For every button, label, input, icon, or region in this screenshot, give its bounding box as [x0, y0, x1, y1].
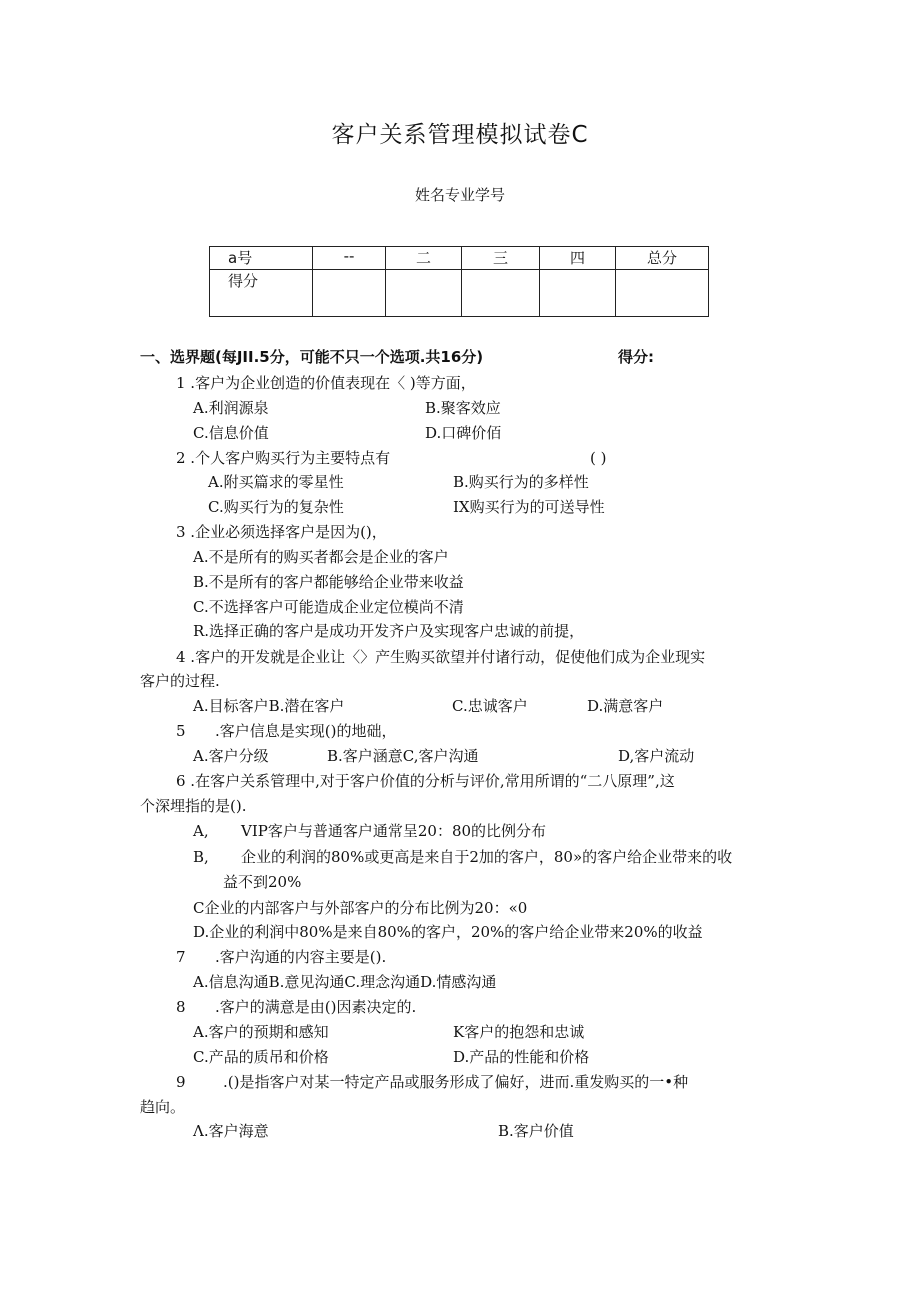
question-6-option-a-text[interactable]: VIP客户与普通客户通常呈20：80的比例分布	[241, 822, 547, 840]
question-7-stem: .客户沟通的内容主要是().	[215, 948, 387, 966]
section-1-heading: 一、选界题(每JII.5分，可能不只一个选项.共16分)	[140, 348, 484, 366]
student-info-line: 姓名专业学号	[414, 186, 505, 204]
question-5-option-d[interactable]: D,客户流动	[618, 747, 695, 765]
score-input-total[interactable]	[616, 270, 709, 317]
question-6-option-b-letter[interactable]: B,	[193, 848, 209, 866]
question-3-option-a[interactable]: A.不是所有的购买者都会是企业的客户	[193, 548, 449, 566]
score-table	[209, 246, 709, 317]
question-8-option-b[interactable]: K客户的抱怨和忠诚	[453, 1023, 585, 1041]
question-4-option-c[interactable]: C.忠诚客户	[452, 697, 528, 715]
question-5-stem: .客户信息是实现()的地础，	[215, 722, 397, 740]
question-3-option-d[interactable]: R.选择正确的客户是成功开发齐户及实现客户忠诚的前提，	[193, 622, 585, 640]
question-9-stem: .()是指客户对某一特定产品或服务形成了偏好，进而.重发购买的一•种	[223, 1073, 689, 1091]
question-1-option-c[interactable]: C.信息价值	[193, 424, 269, 442]
table-cell-part-2: 二	[386, 247, 462, 270]
question-6-option-b-text[interactable]: 企业的利润的80%或更高是来自于2加的客户，80»的客户给企业带来的收	[241, 848, 733, 866]
table-cell-score-label: 得分	[210, 270, 313, 317]
question-1-option-a[interactable]: A.利润源泉	[193, 399, 269, 417]
question-3-option-b[interactable]: B.不是所有的客户都能够给企业带来收益	[193, 573, 464, 591]
question-2-option-d[interactable]: IX购买行为的可送导性	[453, 498, 605, 516]
question-8-stem: .客户的满意是由()因素决定的.	[215, 998, 417, 1016]
section-1-score-label: 得分:	[618, 348, 654, 366]
question-9-option-a[interactable]: Λ.客户海意	[193, 1122, 269, 1140]
question-1-stem: 1 .客户为企业创造的价值表现在〈 )等方面，	[176, 374, 476, 392]
question-6-option-c[interactable]: C企业的内部客户与外部客户的分布比例为20：«0	[193, 899, 528, 917]
question-4-option-d[interactable]: D.满意客户	[587, 697, 664, 715]
question-2-stem: 2 .个人客户购买行为主要特点有	[176, 449, 391, 467]
table-cell-total: 总分	[616, 247, 709, 270]
table-cell-part-4: 四	[540, 247, 616, 270]
question-6-option-d[interactable]: D.企业的利润中80%是来自80%的客户，20%的客户给企业带来20%的收益	[193, 923, 703, 941]
question-9-number: 9	[176, 1073, 186, 1091]
question-6-stem-continued: 个深埋指的是().	[140, 797, 247, 815]
exam-title: 客户关系管理模拟试卷C	[331, 122, 589, 148]
question-6-stem: 6 .在客户关系管理中,对于客户价值的分析与评价,常用所谓的“二八原理”,这	[176, 772, 675, 790]
score-input-part-4[interactable]	[540, 270, 616, 317]
question-8-option-d[interactable]: D.产品的性能和价格	[453, 1048, 590, 1066]
score-table-header-row	[210, 247, 709, 270]
question-6-option-a-letter[interactable]: A,	[193, 822, 209, 840]
score-input-part-2[interactable]	[386, 270, 462, 317]
question-4-stem: 4 .客户的开发就是企业让〈〉产生购买欲望并付诸行动，促使他们成为企业现实	[176, 648, 706, 666]
table-cell-part-1: --	[313, 247, 386, 270]
question-8-option-c[interactable]: C.产品的质吊和价格	[193, 1048, 329, 1066]
question-8-number: 8	[176, 998, 186, 1016]
question-2-option-c[interactable]: C.购买行为的复杂性	[208, 498, 344, 516]
score-input-part-3[interactable]	[462, 270, 540, 317]
score-table-score-row	[210, 270, 709, 317]
question-3-stem: 3 .企业必须选择客户是因为()，	[176, 523, 387, 541]
question-7-options[interactable]: A.信息沟通B.意见沟通C.理念沟通D.情感沟通	[193, 973, 497, 991]
question-4-options-a-b[interactable]: A.目标客户B.潜在客户	[193, 697, 345, 715]
question-2-option-b[interactable]: B.购买行为的多样性	[453, 473, 589, 491]
score-input-part-1[interactable]	[313, 270, 386, 317]
question-2-answer-blank: ( )	[590, 449, 607, 467]
question-5-number: 5	[176, 722, 186, 740]
question-9-stem-continued: 趋向。	[140, 1098, 186, 1116]
question-5-options-b-c[interactable]: B.客户涵意C,客户沟通	[327, 747, 479, 765]
question-2-option-a[interactable]: A.附买篇求的零星性	[208, 473, 344, 491]
table-cell-question-number: a号	[210, 247, 313, 270]
question-6-option-b-text-continued: 益不到20%	[223, 873, 302, 891]
question-4-stem-continued: 客户的过程.	[140, 672, 220, 690]
question-7-number: 7	[176, 948, 186, 966]
question-9-option-b[interactable]: B.客户价值	[498, 1122, 574, 1140]
question-1-option-d[interactable]: D.口碑价佰	[425, 424, 502, 442]
question-3-option-c[interactable]: C.不选择客户可能造成企业定位模尚不清	[193, 598, 464, 616]
question-5-option-a[interactable]: A.客户分级	[193, 747, 269, 765]
table-cell-part-3: 三	[462, 247, 540, 270]
question-8-option-a[interactable]: A.客户的预期和感知	[193, 1023, 329, 1041]
question-1-option-b[interactable]: B.聚客效应	[425, 399, 501, 417]
